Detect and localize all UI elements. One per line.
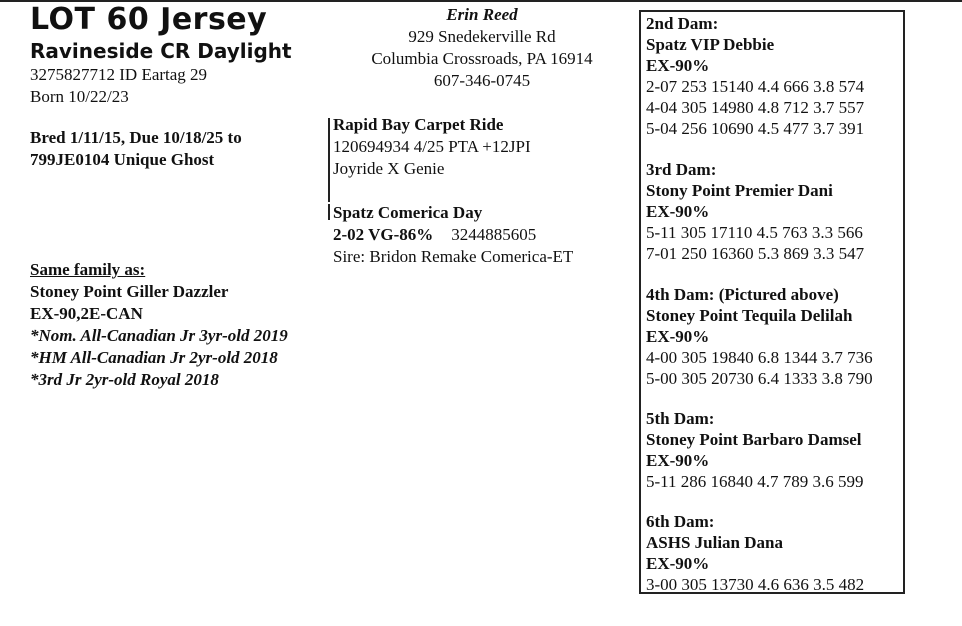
- dam-registration: 3244885605: [451, 225, 537, 244]
- dam-score: EX-90%: [646, 327, 710, 346]
- dam-score: EX-90%: [646, 451, 710, 470]
- family-member-name: Stoney Point Giller Dazzler: [30, 282, 229, 301]
- dam-score: 2-02 VG-86%: [333, 225, 434, 244]
- dam-heading: 2nd Dam:: [646, 14, 719, 33]
- dam-block-2nd: [646, 13, 899, 139]
- dam-score: EX-90%: [646, 56, 710, 75]
- dam-record: 2-07 253 15140 4.4 666 3.8 574: [646, 77, 865, 96]
- dam-record: 4-04 305 14980 4.8 712 3.7 557: [646, 98, 865, 117]
- dam-heading: 6th Dam:: [646, 512, 715, 531]
- consignor-city: Columbia Crossroads, PA 16914: [371, 49, 593, 68]
- dam-name: Stoney Point Tequila Delilah: [646, 306, 853, 325]
- breeding-info-line2: 799JE0104 Unique Ghost: [30, 150, 215, 169]
- dam-name: Stoney Point Barbaro Damsel: [646, 430, 862, 449]
- dam-name: Spatz VIP Debbie: [646, 35, 775, 54]
- dam-score-row: [333, 224, 536, 246]
- sire-name: Rapid Bay Carpet Ride: [333, 115, 504, 134]
- maternal-line-box: [639, 10, 905, 594]
- dam-record: 5-11 286 16840 4.7 789 3.6 599: [646, 472, 864, 491]
- dam-heading: 5th Dam:: [646, 409, 715, 428]
- dam-record: 5-11 305 17110 4.5 763 3.3 566: [646, 223, 863, 242]
- dam-score: EX-90%: [646, 202, 710, 221]
- sire-pedigree: Joyride X Genie: [333, 159, 445, 178]
- birth-date: Born 10/22/23: [30, 87, 129, 106]
- dam-record: 3-00 305 13730 4.6 636 3.5 482: [646, 575, 865, 594]
- dam-block-3rd: [646, 159, 899, 264]
- lot-title: LOT 60 Jersey: [30, 2, 268, 37]
- dam-name: Spatz Comerica Day: [333, 203, 483, 222]
- sire-bracket: [328, 118, 330, 202]
- family-heading: Same family as:: [30, 260, 146, 279]
- family-award: *3rd Jr 2yr-old Royal 2018: [30, 370, 219, 389]
- dam-bracket: [328, 204, 330, 220]
- dam-record: 5-00 305 20730 6.4 1333 3.8 790: [646, 369, 873, 388]
- dam-sire: Sire: Bridon Remake Comerica-ET: [333, 247, 574, 266]
- animal-ids: 3275827712 ID Eartag 29: [30, 65, 208, 84]
- dam-record: 5-04 256 10690 4.5 477 3.7 391: [646, 119, 865, 138]
- dam-heading: 4th Dam: (Pictured above): [646, 285, 839, 304]
- dam-block-6th: [646, 511, 899, 595]
- dam-score: EX-90%: [646, 554, 710, 573]
- animal-name: Ravineside CR Daylight: [30, 39, 292, 63]
- sire-stats: 120694934 4/25 PTA +12JPI: [333, 137, 531, 156]
- dam-block-5th: [646, 408, 899, 492]
- family-member-score: EX-90,2E-CAN: [30, 304, 143, 323]
- dam-block-4th: [646, 284, 899, 389]
- dam-name: ASHS Julian Dana: [646, 533, 783, 552]
- dam-name: Stony Point Premier Dani: [646, 181, 833, 200]
- consignor-street: 929 Snedekerville Rd: [408, 27, 556, 46]
- dam-heading: 3rd Dam:: [646, 160, 717, 179]
- consignor-phone: 607-346-0745: [433, 71, 531, 90]
- breeding-info-line1: Bred 1/11/15, Due 10/18/25 to: [30, 128, 242, 147]
- dam-record: 4-00 305 19840 6.8 1344 3.7 736: [646, 348, 873, 367]
- family-award: *Nom. All-Canadian Jr 3yr-old 2019: [30, 326, 288, 345]
- dam-record: 7-01 250 16360 5.3 869 3.3 547: [646, 244, 865, 263]
- family-award: *HM All-Canadian Jr 2yr-old 2018: [30, 348, 278, 367]
- consignor-name: Erin Reed: [446, 5, 518, 24]
